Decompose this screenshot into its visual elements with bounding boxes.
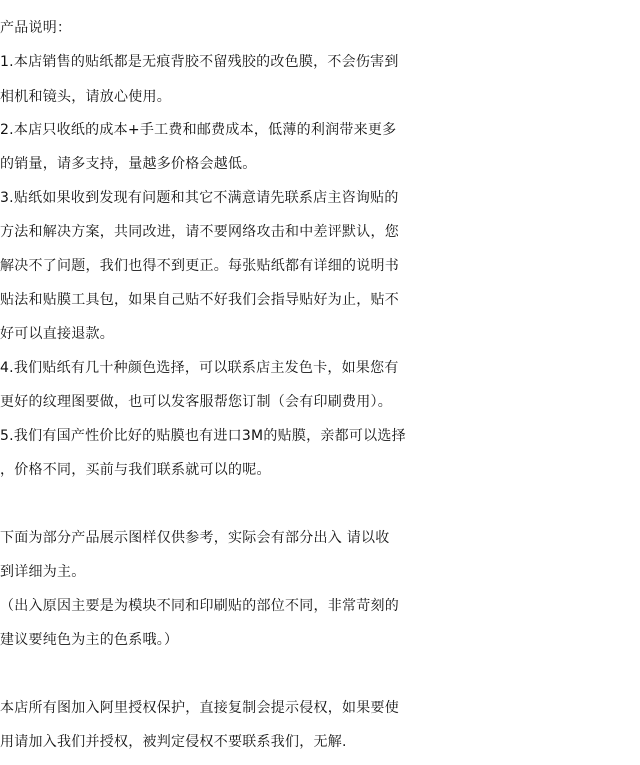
- item-2-line-1: 2.本店只收纸的成本+手工费和邮费成本，低薄的利润带来更多: [0, 122, 397, 138]
- item-3-line-4: 贴法和贴膜工具包，如果自己贴不好我们会指导贴好为止，贴不: [0, 292, 399, 308]
- item-3-line-1: 3.贴纸如果收到发现有问题和其它不满意请先联系店主咨询贴的: [0, 190, 399, 206]
- item-3-line-2: 方法和解决方案，共同改进，请不要网络攻击和中差评默认，您: [0, 224, 399, 240]
- copyright-line-1: 本店所有图加入阿里授权保护，直接复制会提示侵权，如果要使: [0, 700, 399, 716]
- item-5-line-1: 5.我们有国产性价比好的贴膜也有进口3M的贴膜，亲都可以选择: [0, 428, 406, 444]
- notice-line-2: 到详细为主。: [0, 564, 86, 580]
- item-5-line-2: ，价格不同，买前与我们联系就可以的呢。: [0, 462, 271, 478]
- item-3-line-5: 好可以直接退款。: [0, 326, 114, 342]
- item-3-line-3: 解决不了问题，我们也得不到更正。每张贴纸都有详细的说明书: [0, 258, 399, 274]
- heading-product-description: 产品说明：: [0, 20, 72, 36]
- item-4-line-1: 4.我们贴纸有几十种颜色选择，可以联系店主发色卡，如果您有: [0, 360, 399, 376]
- notice-line-1: 下面为部分产品展示图样仅供参考，实际会有部分出入 请以收: [0, 530, 390, 546]
- item-1-line-1: 1.本店销售的贴纸都是无痕背胶不留残胶的改色膜，不会伤害到: [0, 54, 399, 70]
- item-1-line-2: 相机和镜头，请放心使用。: [0, 89, 171, 105]
- item-4-line-2: 更好的纹理图要做，也可以发客服帮您订制（会有印刷费用）。: [0, 394, 392, 410]
- notice-line-3: （出入原因主要是为模块不同和印刷贴的部位不同，非常苛刻的: [0, 598, 399, 614]
- notice-line-4: 建议要纯色为主的色系哦。）: [0, 632, 179, 648]
- item-2-line-2: 的销量，请多支持，量越多价格会越低。: [0, 156, 257, 172]
- copyright-line-2: 用请加入我们并授权，被判定侵权不要联系我们，无解.: [0, 734, 347, 750]
